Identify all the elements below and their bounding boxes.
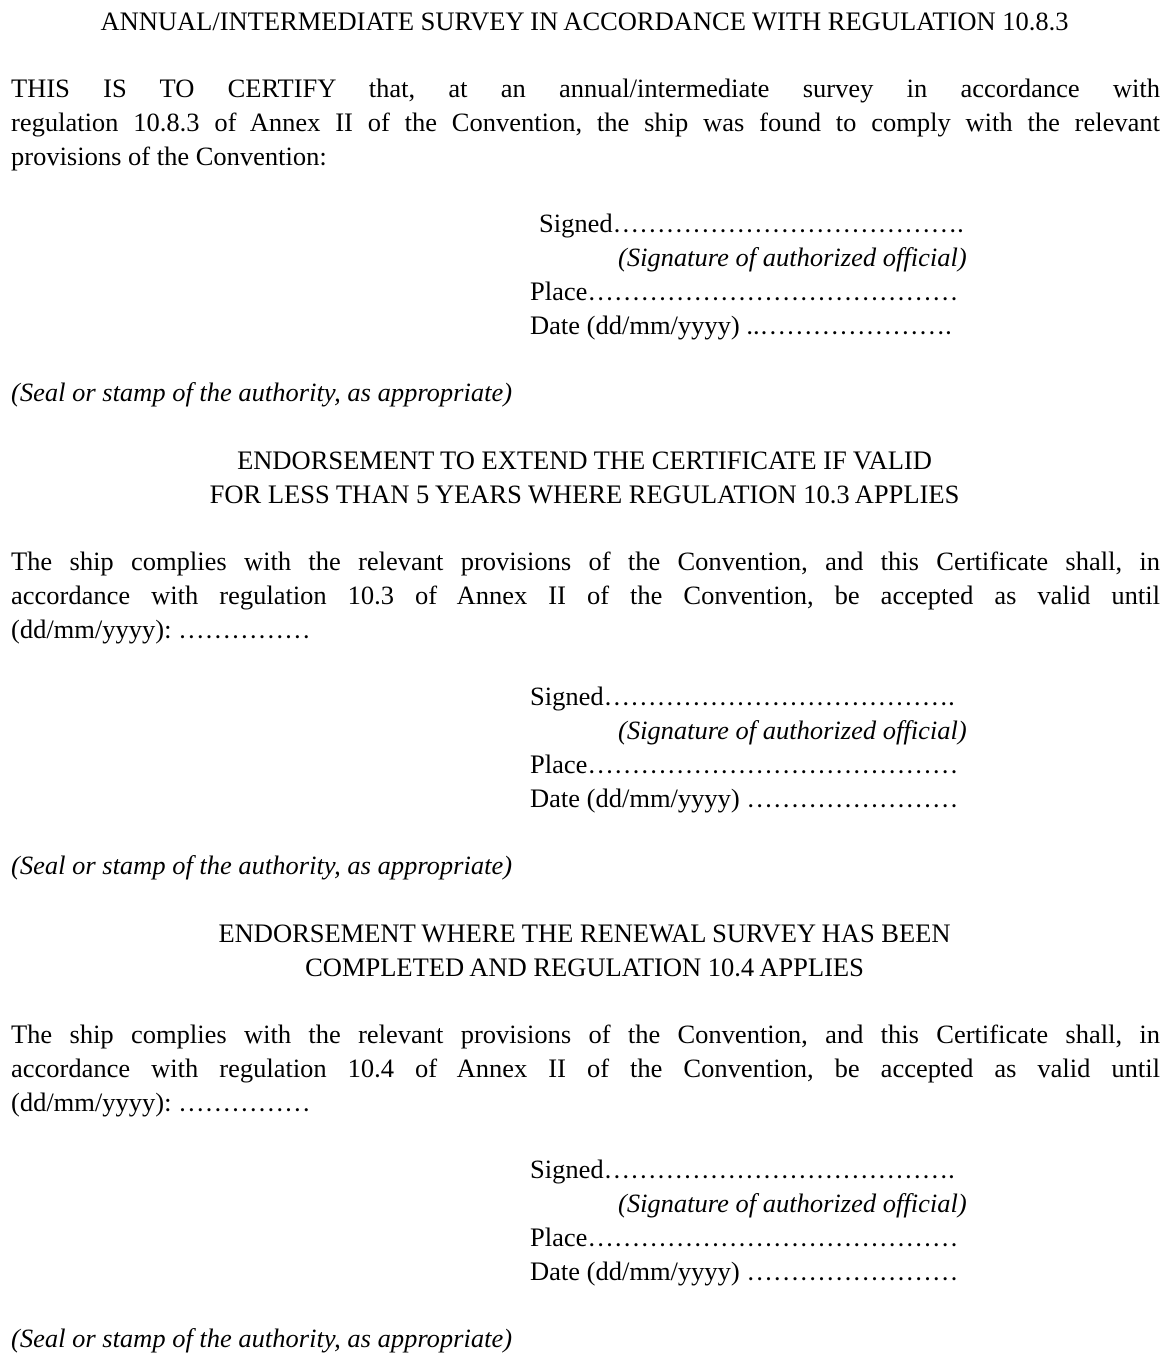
place-field: Place…………………………………… — [530, 1222, 959, 1252]
signature-caption: (Signature of authorized official) — [618, 1188, 967, 1218]
date-field: Date (dd/mm/yyyy) …………………… — [530, 1256, 959, 1286]
extend-paragraph-line-2: accordance with regulation 10.3 of Annex II of the Convention, be accepted as valid until — [11, 580, 1160, 610]
renewal-paragraph-line-1: The ship complies with the relevant provisions of the Convention, and this Certificate shall, in — [11, 1019, 1160, 1049]
extend-paragraph-line-1: The ship complies with the relevant provisions of the Convention, and this Certificate shall, in — [11, 546, 1160, 576]
place-field: Place…………………………………… — [530, 749, 959, 779]
signed-field: Signed…………………………………. — [530, 1154, 955, 1184]
section-heading-renewal-line-2: COMPLETED AND REGULATION 10.4 APPLIES — [305, 952, 864, 982]
renewal-paragraph-line-2: accordance with regulation 10.4 of Annex II of the Convention, be accepted as valid until — [11, 1053, 1160, 1083]
renewal-paragraph-line-3: (dd/mm/yyyy): …………… — [11, 1087, 311, 1117]
section-heading-annual-survey: ANNUAL/INTERMEDIATE SURVEY IN ACCORDANCE WITH REGULATION 10.8.3 — [100, 6, 1069, 36]
certify-paragraph-line-2: regulation 10.8.3 of Annex II of the Convention, the ship was found to comply with the relevant — [11, 107, 1160, 137]
signature-caption: (Signature of authorized official) — [618, 242, 967, 272]
certify-paragraph-line-3: provisions of the Convention: — [11, 141, 327, 171]
section-heading-renewal-line-1: ENDORSEMENT WHERE THE RENEWAL SURVEY HAS BEEN — [218, 918, 951, 948]
extend-paragraph-line-3: (dd/mm/yyyy): …………… — [11, 614, 311, 644]
signed-field: Signed…………………………………. — [530, 681, 955, 711]
signature-caption: (Signature of authorized official) — [618, 715, 967, 745]
seal-caption: (Seal or stamp of the authority, as appropriate) — [11, 850, 513, 880]
section-heading-extend-line-2: FOR LESS THAN 5 YEARS WHERE REGULATION 10.3 APPLIES — [209, 479, 960, 509]
certify-paragraph-line-1: THIS IS TO CERTIFY that, at an annual/intermediate survey in accordance with — [11, 73, 1160, 103]
seal-caption: (Seal or stamp of the authority, as appropriate) — [11, 1323, 513, 1353]
date-field: Date (dd/mm/yyyy) ..…………………. — [530, 310, 952, 340]
signed-field: Signed…………………………………. — [539, 208, 964, 238]
date-field: Date (dd/mm/yyyy) …………………… — [530, 783, 959, 813]
section-heading-extend-line-1: ENDORSEMENT TO EXTEND THE CERTIFICATE IF VALID — [237, 445, 932, 475]
seal-caption: (Seal or stamp of the authority, as appropriate) — [11, 377, 513, 407]
place-field: Place…………………………………… — [530, 276, 959, 306]
